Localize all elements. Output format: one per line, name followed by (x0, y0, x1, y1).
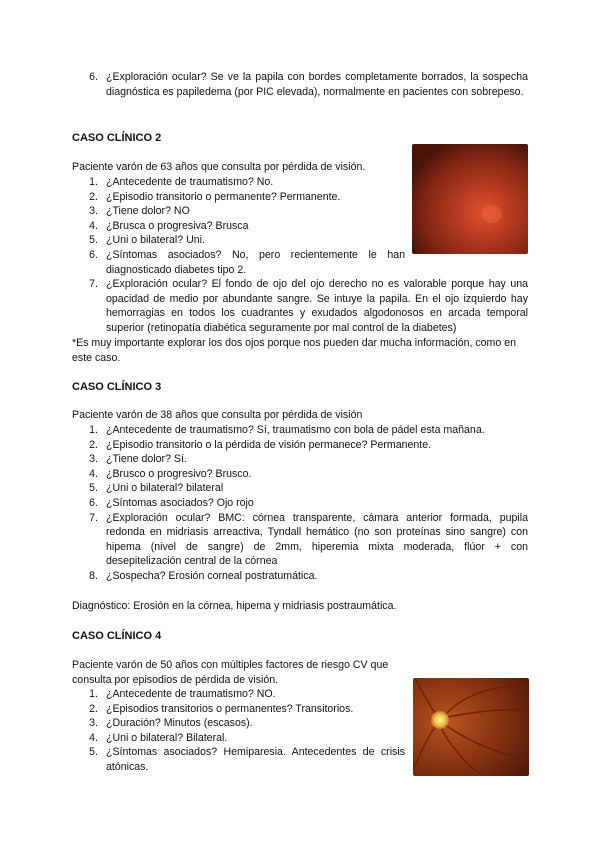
list-item (72, 569, 528, 584)
item-text: ¿Exploración ocular? El fondo de ojo del ojo derecho no es valorable porque hay una opacidad de medio por abundante sangre. Se intuye la papila. En el ojo izquierdo hay hemorragias en todos los cuadrantes y exudados algodonosos en arcada temporal superior (retinopatía diabética seguramente por mal control de la diabetes) (106, 278, 528, 334)
item-text: ¿Síntomas asociados? Hemiparesia. Antecedentes de crisis atónicas. (106, 746, 405, 773)
item-text: ¿Duración? Minutos (escasos). (106, 717, 253, 730)
list-item (72, 745, 405, 774)
item-text: ¿Brusco o progresivo? Brusco. (106, 467, 252, 480)
case2-intro: Paciente varón de 63 años que consulta por pérdida de visión. (72, 161, 366, 173)
list-item (72, 248, 405, 277)
item-number: 4. (89, 219, 98, 232)
case2-note: *Es muy importante explorar los dos ojos porque nos pueden dar mucha información, como en este caso. (72, 337, 517, 364)
fundus-photo-optic-disc (413, 678, 529, 776)
item-text: ¿Antecedente de traumatismo? Sí, traumatismo con bola de pádel esta mañana. (106, 424, 485, 436)
list-item (72, 716, 405, 731)
item-number: 1. (89, 176, 98, 188)
item-number: 7. (89, 278, 98, 291)
item-number: 6. (89, 71, 98, 83)
case3-diagnosis: Diagnóstico: Erosión en la córnea, hipema y midriasis postraumática. (72, 600, 397, 612)
item-text: ¿Tiene dolor? NO (106, 205, 190, 218)
item-text: ¿Síntomas asociados? Ojo rojo (106, 496, 254, 509)
item-number: 6. (89, 496, 98, 509)
item-text: ¿Episodios transitorios o permanentes? Transitorios. (106, 702, 354, 715)
case3-intro: Paciente varón de 38 años que consulta por pérdida de visión (72, 409, 363, 421)
case4-list (72, 687, 405, 775)
case4-intro: Paciente varón de 50 años con múltiples factores de riesgo CV que consulta por episodios de pérdida de visión. (72, 659, 389, 686)
item-text: ¿Brusca o progresiva? Brusca (106, 219, 249, 232)
list-item (72, 731, 405, 746)
item-number: 3. (89, 453, 98, 466)
case3-heading: CASO CLÍNICO 3 (72, 381, 162, 393)
item-number: 4. (89, 731, 98, 744)
list-item (72, 511, 528, 569)
item-number: 6. (89, 248, 98, 261)
case4-heading: CASO CLÍNICO 4 (72, 630, 162, 642)
item-text: ¿Episodio transitorio o permanente? Permanente. (106, 190, 341, 203)
item-number: 7. (89, 511, 98, 524)
list-item (72, 277, 528, 335)
item-text: ¿Uni o bilateral? Uni. (106, 234, 205, 247)
item-number: 1. (89, 688, 98, 700)
fundus-photo-hemorrhage (412, 144, 528, 254)
list-item (72, 438, 528, 453)
list-item (72, 496, 528, 511)
item-number: 8. (89, 569, 98, 582)
item-text: ¿Antecedente de traumatismo? No. (106, 176, 274, 188)
item-number: 5. (89, 746, 98, 759)
item-text: ¿Sospecha? Erosión corneal postratumática. (106, 569, 318, 582)
list-item (72, 70, 528, 99)
item-number: 2. (89, 702, 98, 715)
item-text: ¿Síntomas asociados? No, pero recientemente le han diagnosticado diabetes tipo 2. (106, 248, 405, 276)
item-number: 5. (89, 234, 98, 247)
item-number: 4. (89, 467, 98, 480)
item-text: ¿Exploración ocular? BMC: córnea transparente, cámara anterior formada, pupila redonda en midriasis arreactiva, Tyndall hemático (no son proteínas sino sangre) con hipema (nivel de sangre) de 2mm, hiperemia mixta moderada, flúor + con desepitelización central de la córnea (106, 511, 528, 568)
item-number: 5. (89, 482, 98, 495)
item-number: 3. (89, 205, 98, 218)
item-text: ¿Uni o bilateral? bilateral (106, 482, 224, 495)
list-item (72, 423, 528, 438)
list-item (72, 702, 405, 717)
item-number: 1. (89, 424, 98, 436)
list-item (72, 452, 528, 467)
list-item (72, 467, 528, 482)
item-number: 2. (89, 190, 98, 203)
item-text: ¿Exploración ocular? Se ve la papila con bordes completamente borrados, la sospecha diagnóstica es papiledema (por PIC elevada), normalmente en pacientes con sobrepeso. (106, 71, 528, 98)
list-item (72, 481, 528, 496)
item-text: ¿Episodio transitorio o la pérdida de visión permanece? Permanente. (106, 438, 432, 451)
item-text: ¿Tiene dolor? Sí. (106, 453, 187, 466)
item-number: 3. (89, 717, 98, 730)
item-text: ¿Antecedente de traumatismo? NO. (106, 688, 276, 700)
intro-list (72, 70, 528, 99)
item-number: 2. (89, 438, 98, 451)
case3-list (72, 423, 528, 584)
item-text: ¿Uni o bilateral? Bilateral. (106, 731, 228, 744)
list-item (72, 687, 405, 702)
case2-heading: CASO CLÍNICO 2 (72, 132, 162, 144)
